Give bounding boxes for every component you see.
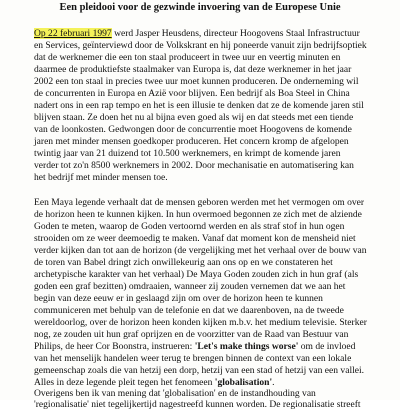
paragraph-line: 'regionalisatie' niet tegelijkertijd nagestreefd kunnen worden. De regionalisatie streeft [34,399,361,410]
paragraph-line: wereldoorlog, over de horizon heen konden kijken m.b.v. het medium televisie. Sterker [34,317,367,328]
paragraph-line: 2002 een ton staal in precies twee uur moet kunnen produceren. De onderneming wil [34,76,359,87]
paragraph-line: gemeenschap zoals die van hetzij een dorp, hetzij van een stad of hetzij van een vallei. [34,365,365,376]
paragraph-line [34,341,396,353]
paragraph-line: archetypische karakter van het verhaal) De Maya Goden zouden zich in hun graf (als [34,269,359,280]
paragraph-line: verder tot zo'n 8500 werknemers in 2002. Door mechanisatie en automatisering kan [34,160,354,171]
paragraph-text: . [272,377,275,388]
paragraph-line: en Services, geïnterviewd door de Volkskrant en hij poneerde vanuit zijn bedrijfsoptiek [34,40,367,51]
paragraph-line: de toren van Babel dringt zich onwillekeurig aan ons op en we constateren het [34,257,333,268]
paragraph-line: begin van deze eeuw er in geslaagd zijn om over de horizon heen te kunnen [34,293,323,304]
paragraph-line: het bedrijf met minder mensen toe. [34,172,168,183]
paragraph-line: nadert ons in een rap tempo en het is een illusie te denken dat ze de komende jaren stil [34,100,364,111]
paragraph-line: Goden te meten, waarop de Goden vertoornd werden en als straf stof in hun ogen [34,221,345,232]
paragraph-line: de horizon heen te kunnen kijken. In hun overmoed begonnen ze zich met de alziende [34,209,362,220]
paragraph-line [34,28,396,40]
paragraph-line: Een Maya legende verhaalt dat de mensen geboren werden met het vermogen om over [34,197,365,208]
paragraph-text: werd Jasper Heusdens, directeur Hoogovens Staal Infrastructuur [111,28,360,39]
paragraph-line: de concurrenten in Europa en Azië voor blijven. Een bedrijf als Boa Steel in China [34,88,350,99]
paragraph-text: om de invloed [298,341,356,352]
paragraph-line: goden een graf bezitten) omdraaien, wanneer zij zouden vernemen dat we aan het [34,281,346,292]
paragraph-line: strooiden om ze weer deemoedig te maken. Vanaf dat moment kon de mensheid niet [34,233,356,244]
document-title: Een pleidooi voor de gezwinde invoering van de Europese Unie [59,2,341,13]
paragraph-line: Overigens ben ik van mening dat 'globalisation' en de instandhouding van [34,388,316,399]
paragraph-line: van de loonkosten. Gedwongen door de concurrentie moet Hoogovens de komende [34,124,352,135]
paragraph-line: twintig jaar van 21 duizend tot 10.500 werknemers, en krimpt de komende jaren [34,148,341,159]
paragraph-line: blijven staan. Ze doen het nu al bijna even goed als wij en dat steeds met een tiende [34,112,354,123]
paragraph-line: communiceren met behulp van de telefonie en dat we daarenboven, na de tweede [34,305,344,316]
paragraph-line: jaren met minder mensen goedkoper produceren. Het concern kromp de afgelopen [34,136,349,147]
paragraph-line: dat de werknemer die een ton staal produceert in twee uur en veertig minuten en [34,52,341,63]
bold-quote: 'Let's make things worse' [194,341,299,352]
highlighted-date: Op 22 februari 1997 [34,28,112,39]
bold-term: 'globalisation' [214,377,273,388]
paragraph-line: verder kijken dan tot aan de horizon (de vergelijking met het verhaal over de bouw van [34,245,367,256]
paragraph-line: daarmee de produktiefste staalmaker van Europa is, dat deze werknemer in het jaar [34,64,352,75]
paragraph-line: nog, ze zouden uit hun graf oprijzen en de voorzitter van de Raad van Bestuur van [34,329,349,340]
paragraph-text: Alles in deze legende pleit tegen het fenomeen [34,377,215,388]
paragraph-line: van het menselijk handelen weer terug te brengen binnen de context van een lokale [34,353,352,364]
paragraph-text: Philips, de heer Cor Boonstra, instrueren: [34,341,195,352]
